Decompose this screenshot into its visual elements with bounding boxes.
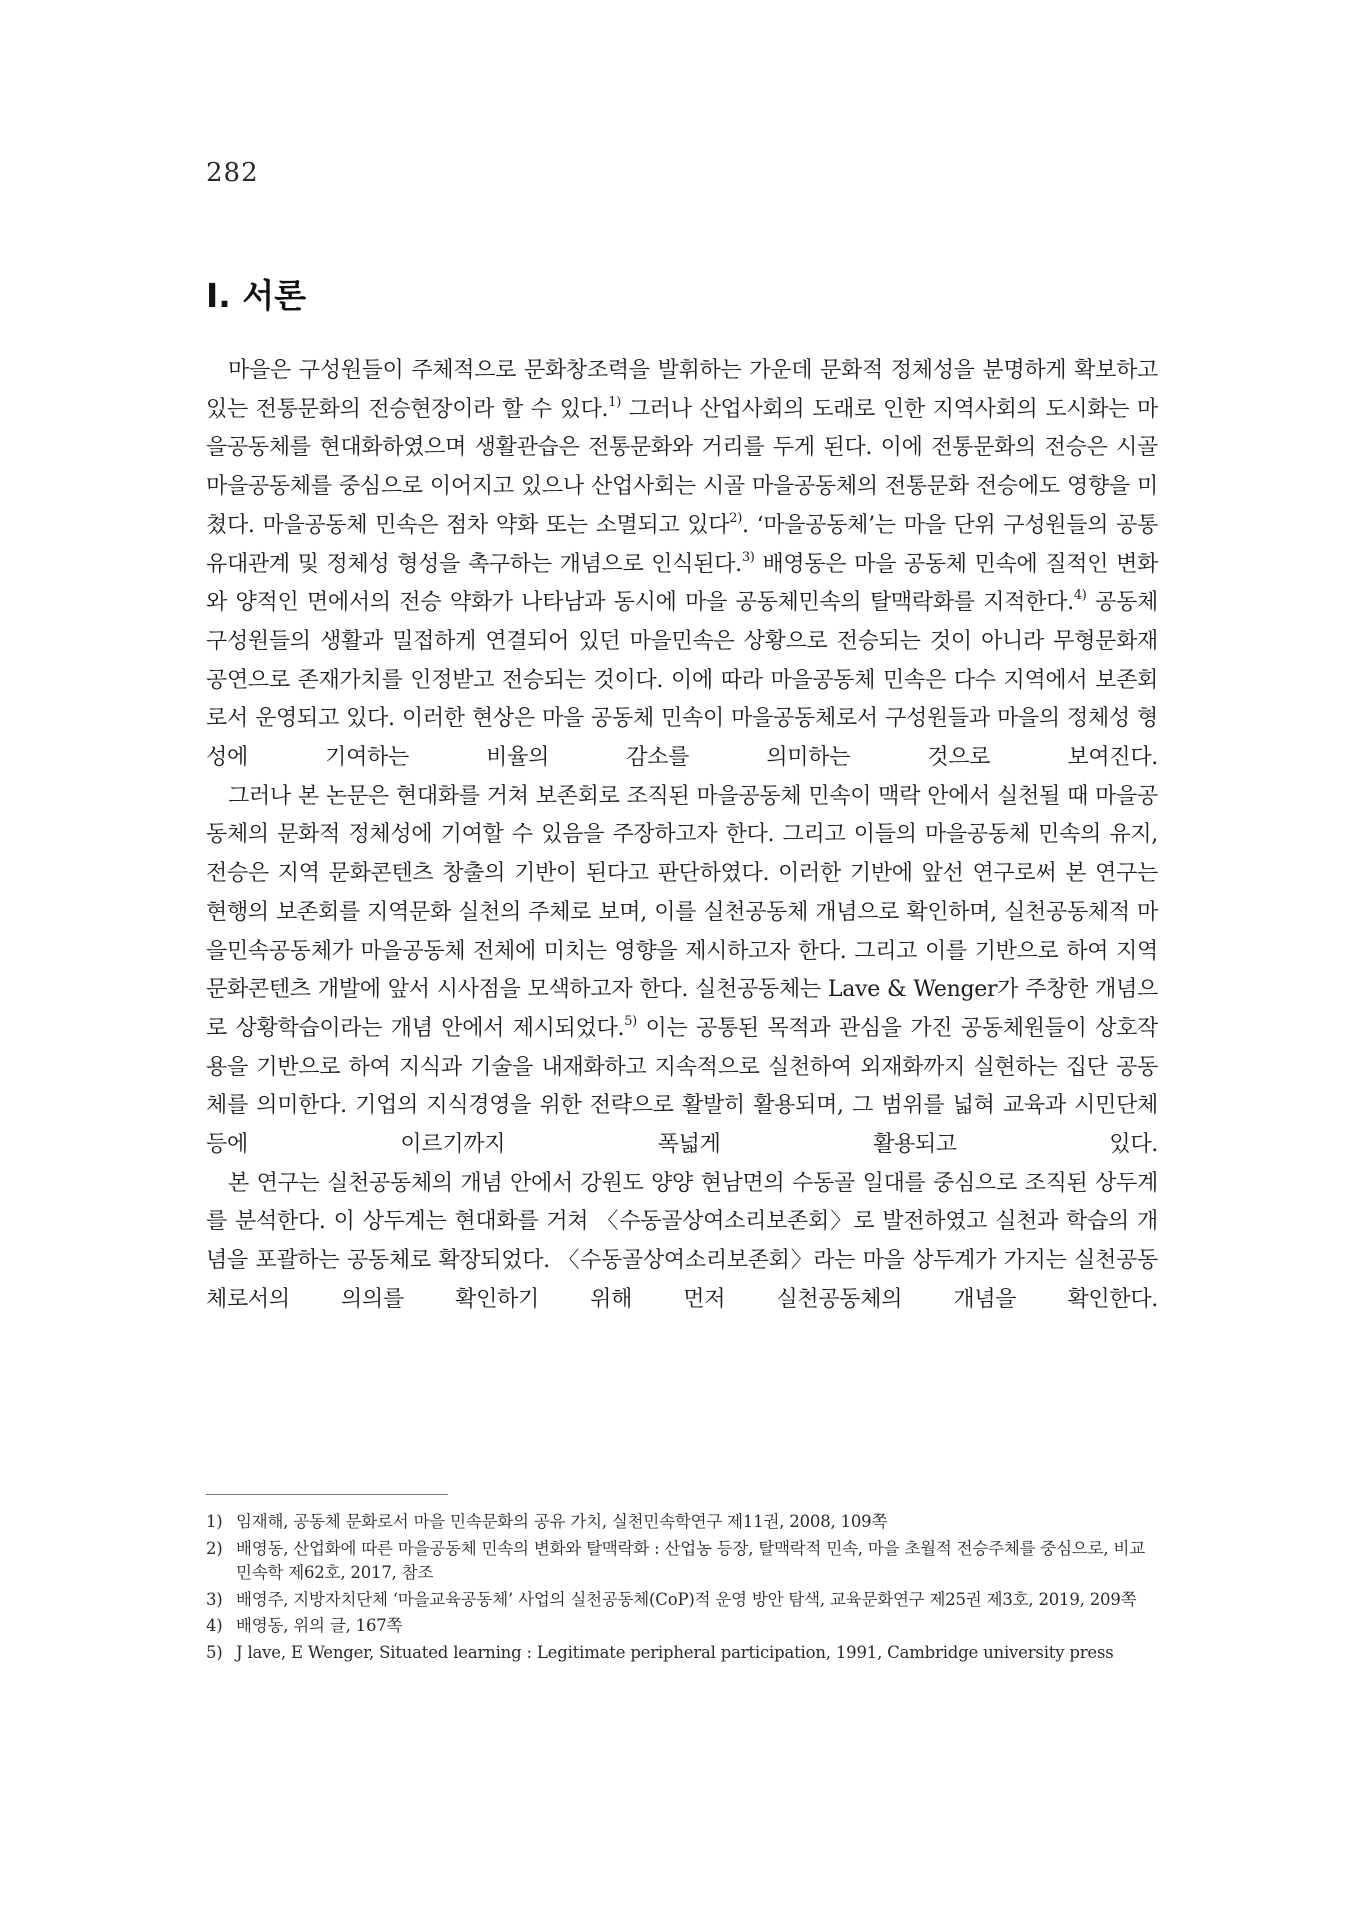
footnote-ref[interactable]: 4) bbox=[1073, 588, 1087, 604]
footnote-divider bbox=[206, 1494, 448, 1495]
footnote-number: 1) bbox=[206, 1512, 223, 1531]
footnote-text: 배영동, 위의 글, 167쪽 bbox=[236, 1616, 403, 1635]
footnote-item bbox=[206, 1537, 1158, 1586]
paragraph-text: 그러나 본 논문은 현대화를 거쳐 보존회로 조직된 마을공동체 민속이 맥락 안에서 실천될 때 마을공동체의 문화적 정체성에 기여할 수 있음을 주장하고자 한다. 그리고 이들의 마을공동체 민속의 유지, 전승은 지역 문화콘텐츠 창출의 기반이 된다고 판단하였다. 이러한 기반에 앞선 연구로써 본 연구는 현행의 보존회를 지역문화 실천의 주체로 보며, 이를 실천공동체 개념으로 확인하며, 실천공동체적 마을민속공동체가 마을공동체 전체에 미치는 영향을 제시하고자 한다. 그리고 이를 기반으로 하여 지역문화콘텐츠 개발에 앞서 시사점을 모색하고자 한다. 실천공동체는 Lave & Wenger가 주창한 개념으로 상황학습이라는 개념 안에서 제시되었다. bbox=[206, 783, 1159, 1041]
footnote-ref[interactable]: 5) bbox=[624, 1013, 637, 1029]
footnote-text: 임재해, 공동체 문화로서 마을 민속문화의 공유 가치, 실천민속학연구 제11권, 2008, 109쪽 bbox=[236, 1512, 888, 1531]
body-text bbox=[206, 352, 1158, 1320]
body-paragraph bbox=[206, 778, 1158, 1165]
paragraph-text: . ‘마을공동체’는 마을 단위 구성원들의 공통 유대관계 및 정체성 형성을 촉구하는 개념으로 인식된다. bbox=[206, 512, 1159, 577]
body-paragraph bbox=[206, 352, 1158, 778]
footnote-ref[interactable]: 1) bbox=[608, 394, 621, 410]
footnote-number: 3) bbox=[206, 1589, 223, 1609]
footnote-number: 5) bbox=[206, 1642, 223, 1662]
footnote-item bbox=[206, 1641, 1158, 1666]
paragraph-text: 본 연구는 실천공동체의 개념 안에서 강원도 양양 현남면의 수동골 일대를 중심으로 조직된 상두계를 분석한다. 이 상두계는 현대화를 거쳐 〈수동골상여소리보존회〉로 발전하였고 실천과 학습의 개념을 포괄하는 공동체로 확장되었다. 〈수동골상여소리보존회〉라는 마을 상두계가 가지는 실천공동체로서의 의의를 확인하기 위해 먼저 실천공동체의 개념을 확인한다. bbox=[206, 1170, 1158, 1312]
paragraph-text: 그러나 산업사회의 도래로 인한 지역사회의 도시화는 마을공동체를 현대화하였으며 생활관습은 전통문화와 거리를 두게 된다. 이에 전통문화의 전승은 시골 마을공동체를 중심으로 이어지고 있으나 산업사회는 시골 마을공동체의 전통문화 전승에도 영향을 미쳤다. 마을공동체 민속은 점차 약화 또는 소멸되고 있다 bbox=[206, 396, 1158, 538]
section-heading: Ⅰ. 서론 bbox=[206, 276, 307, 315]
paragraph-text: 공동체 구성원들의 생활과 밀접하게 연결되어 있던 마을민속은 상황으로 전승되는 것이 아니라 무형문화재 공연으로 존재가치를 인정받고 전승되는 것이다. 이에 따라 마을공동체 민속은 다수 지역에서 보존회로서 운영되고 있다. 이러한 현상은 마을 공동체 민속이 마을공동체로서 구성원들과 마을의 정체성 형성에 기여하는 비율의 감소를 의미하는 것으로 보여진다. bbox=[206, 590, 1158, 771]
footnote-item bbox=[206, 1614, 1158, 1639]
footnotes bbox=[206, 1510, 1158, 1667]
paragraph-text: 이는 공통된 목적과 관심을 가진 공동체원들이 상호작용을 기반으로 하여 지식과 기술을 내재화하고 지속적으로 실천하여 외재화까지 실현하는 집단 공동체를 의미한다. 기업의 지식경영을 위한 전략으로 활발히 활용되며, 그 범위를 넓혀 교육과 시민단체 등에 이르기까지 폭넓게 활용되고 있다. bbox=[206, 1015, 1158, 1158]
footnote-number: 2) bbox=[206, 1538, 223, 1558]
footnote-text: J lave, E Wenger, Situated learning : Legitimate peripheral participation, 1991, Cambridge university press bbox=[236, 1642, 1114, 1662]
footnote-text: 배영동, 산업화에 따른 마을공동체 민속의 변화와 탈맥락화 : 산업농 등장, 탈맥락적 민속, 마을 초월적 전승주체를 중심으로, 비교민속학 제62호, 2017, 참조 bbox=[236, 1538, 1145, 1582]
page-number: 282 bbox=[206, 158, 259, 188]
footnote-ref[interactable]: 2) bbox=[729, 510, 743, 526]
body-paragraph bbox=[206, 1165, 1158, 1320]
footnote-number: 4) bbox=[206, 1616, 223, 1635]
footnote-ref[interactable]: 3) bbox=[741, 549, 755, 565]
footnote-item bbox=[206, 1588, 1158, 1613]
paragraph-text: 배영동은 마을 공동체 민속에 질적인 변화와 양적인 면에서의 전승 약화가 나타남과 동시에 마을 공동체민속의 탈맥락화를 지적한다. bbox=[206, 551, 1158, 616]
footnote-text: 배영주, 지방자치단체 ‘마을교육공동체’ 사업의 실천공동체(CoP)적 운영 방안 탐색, 교육문화연구 제25권 제3호, 2019, 209쪽 bbox=[236, 1589, 1137, 1609]
paragraph-text: 마을은 구성원들이 주체적으로 문화창조력을 발휘하는 가운데 문화적 정체성을 분명하게 확보하고 있는 전통문화의 전승현장이라 할 수 있다. bbox=[206, 358, 1158, 422]
footnote-item bbox=[206, 1510, 1158, 1535]
